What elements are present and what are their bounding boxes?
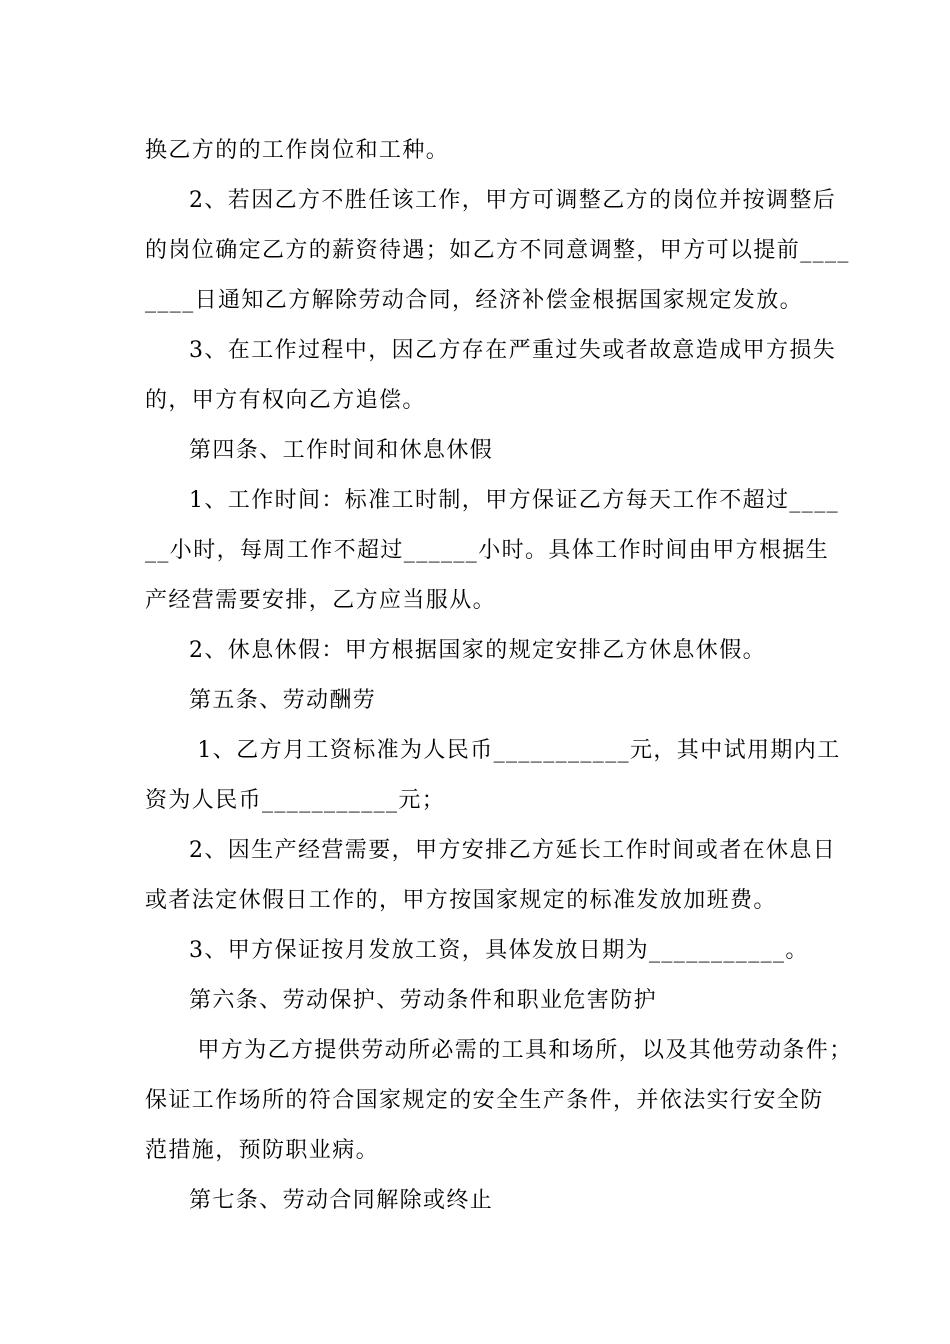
text-line: 的岗位确定乙方的薪资待遇；如乙方不同意调整，甲方可以提前____: [145, 238, 850, 263]
text-line: 换乙方的的工作岗位和工种。: [145, 138, 450, 163]
text-line: ____日通知乙方解除劳动合同，经济补偿金根据国家规定发放。: [145, 288, 804, 313]
text-line: 3、甲方保证按月发放工资，具体发放日期为___________。: [189, 938, 809, 963]
text-line: 的，甲方有权向乙方追偿。: [145, 388, 426, 413]
text-line: 或者法定休假日工作的，甲方按国家规定的标准发放加班费。: [145, 888, 777, 913]
section-heading: 第五条、劳动酬劳: [189, 688, 377, 713]
text-line: 3、在工作过程中，因乙方存在严重过失或者故意造成甲方损失: [189, 338, 837, 363]
text-line: 2、因生产经营需要，甲方安排乙方延长工作时间或者在休息日: [189, 838, 837, 863]
text-line: 2、休息休假：甲方根据国家的规定安排乙方休息休假。: [189, 638, 766, 663]
text-line: 产经营需要安排，乙方应当服从。: [145, 588, 497, 613]
text-line: 1、工作时间：标准工时制，甲方保证乙方每天工作不超过____: [189, 488, 839, 513]
section-heading: 第六条、劳动保护、劳动条件和职业危害防护: [189, 988, 658, 1013]
section-heading: 第七条、劳动合同解除或终止: [189, 1188, 494, 1213]
text-line: 保证工作场所的符合国家规定的安全生产条件，并依法实行安全防: [145, 1088, 824, 1113]
text-line: __小时，每周工作不超过______小时。具体工作时间由甲方根据生: [145, 538, 830, 563]
text-line: 2、若因乙方不胜任该工作，甲方可调整乙方的岗位并按调整后: [189, 188, 837, 213]
section-heading: 第四条、工作时间和休息休假: [189, 438, 494, 463]
text-line: 甲方为乙方提供劳动所必需的工具和场所，以及其他劳动条件；: [189, 1038, 853, 1063]
text-line: 1、乙方月工资标准为人民币___________元，其中试用期内工: [189, 738, 841, 763]
text-line: 资为人民币___________元；: [145, 788, 446, 813]
text-line: 范措施，预防职业病。: [145, 1138, 380, 1163]
